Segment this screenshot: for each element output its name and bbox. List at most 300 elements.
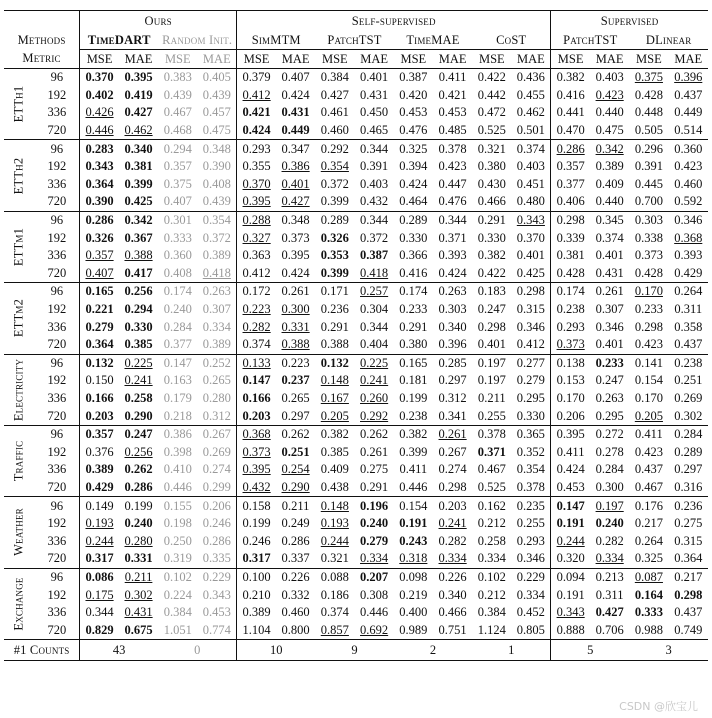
mse-cell: 0.467 xyxy=(634,479,663,494)
horizon-cell: 192 xyxy=(47,587,67,602)
mae-cell: 0.275 xyxy=(674,516,703,531)
mae-cell: 0.439 xyxy=(202,87,231,102)
mae-cell: 0.427 xyxy=(595,605,624,620)
mae-cell: 0.300 xyxy=(595,479,624,494)
mae-cell: 0.439 xyxy=(202,194,231,209)
mse-cell: 0.298 xyxy=(551,211,590,229)
mse-cell: 0.325 xyxy=(399,141,428,156)
mae-cell: 0.354 xyxy=(202,213,231,228)
mse-cell: 0.172 xyxy=(237,283,276,301)
mse-cell: 0.333 xyxy=(163,230,192,245)
mae-cell: 0.340 xyxy=(438,587,467,602)
mae-cell: 0.286 xyxy=(202,533,231,548)
mse-cell: 0.376 xyxy=(80,443,119,461)
mse-cell: 0.370 xyxy=(80,69,119,87)
mse-cell: 0.373 xyxy=(634,248,663,263)
mae-cell: 0.343 xyxy=(516,213,545,228)
mae-cell: 0.256 xyxy=(124,444,153,459)
mse-cell: 0.374 xyxy=(237,336,276,354)
mae-cell: 0.257 xyxy=(360,284,389,299)
mae-cell: 0.196 xyxy=(360,498,389,513)
mae-cell: 0.312 xyxy=(438,390,467,405)
mae-cell: 0.247 xyxy=(124,427,153,442)
dataset-name xyxy=(4,69,35,140)
mse-cell: 0.186 xyxy=(320,587,349,602)
mse-cell: 0.373 xyxy=(237,443,276,461)
mse-cell: 0.286 xyxy=(551,140,590,158)
mae-cell: 0.431 xyxy=(281,105,310,120)
mae-cell: 0.284 xyxy=(674,427,703,442)
mae-cell: 0.374 xyxy=(595,230,624,245)
mae-cell: 0.262 xyxy=(281,427,310,442)
mse-cell: 0.199 xyxy=(237,515,276,533)
mse-cell: 0.442 xyxy=(477,87,506,102)
table-row xyxy=(4,372,708,390)
mse-cell: 0.372 xyxy=(320,176,349,191)
metric-mae: MAE xyxy=(124,51,153,66)
mae-cell: 0.298 xyxy=(674,587,703,602)
mse-cell: 0.412 xyxy=(237,265,276,283)
mse-cell: 0.381 xyxy=(551,247,590,265)
mse-cell: 0.326 xyxy=(320,230,349,245)
horizon-cell: 720 xyxy=(47,551,67,566)
mae-cell: 0.462 xyxy=(516,105,545,120)
mae-cell: 0.249 xyxy=(281,516,310,531)
mse-cell: 0.175 xyxy=(80,586,119,604)
mae-cell: 0.345 xyxy=(595,213,624,228)
mae-cell: 0.432 xyxy=(360,194,389,209)
mse-cell: 0.989 xyxy=(399,622,428,637)
mae-cell: 0.265 xyxy=(281,390,310,405)
mse-cell: 0.395 xyxy=(237,193,276,211)
mae-cell: 0.251 xyxy=(674,373,703,388)
mse-cell: 0.422 xyxy=(477,70,506,85)
mae-cell: 0.289 xyxy=(674,444,703,459)
model-timedart: TimeDART xyxy=(80,31,159,50)
mse-cell: 0.472 xyxy=(477,105,506,120)
mse-cell: 0.525 xyxy=(477,479,506,494)
mae-cell: 0.749 xyxy=(674,622,703,637)
mae-cell: 0.279 xyxy=(516,373,545,388)
mse-cell: 0.258 xyxy=(477,533,506,548)
table-row xyxy=(4,176,708,194)
table-row xyxy=(4,515,708,533)
mae-cell: 0.372 xyxy=(360,230,389,245)
mse-cell: 0.102 xyxy=(163,569,192,584)
mse-cell: 0.170 xyxy=(634,284,663,299)
mae-cell: 0.299 xyxy=(202,479,231,494)
mae-cell: 0.408 xyxy=(202,176,231,191)
mse-cell: 0.377 xyxy=(551,176,590,194)
mae-cell: 0.423 xyxy=(595,87,624,102)
horizon-cell: 336 xyxy=(47,176,67,191)
table-row xyxy=(4,497,708,515)
table-row xyxy=(4,229,708,247)
mae-cell: 0.332 xyxy=(281,587,310,602)
mae-cell: 0.485 xyxy=(438,123,467,138)
mae-cell: 0.229 xyxy=(202,569,231,584)
mse-cell: 0.357 xyxy=(163,159,192,174)
mse-cell: 0.211 xyxy=(478,390,506,405)
mse-cell: 0.255 xyxy=(477,408,506,423)
mae-cell: 0.294 xyxy=(124,302,153,317)
mae-cell: 0.274 xyxy=(202,462,231,477)
mae-cell: 0.275 xyxy=(360,462,389,477)
mae-cell: 0.225 xyxy=(124,355,153,370)
dataset-name xyxy=(4,568,35,639)
mse-cell: 0.088 xyxy=(320,569,349,584)
dataset-name-label: Electricity xyxy=(11,358,26,421)
mae-cell: 0.235 xyxy=(516,498,545,513)
mse-cell: 0.424 xyxy=(237,122,276,140)
mse-cell: 0.505 xyxy=(634,123,663,138)
mse-cell: 0.439 xyxy=(163,87,192,102)
mse-cell: 0.325 xyxy=(634,551,663,566)
mae-cell: 0.236 xyxy=(674,498,703,513)
metric-mae: MAE xyxy=(281,51,310,66)
mse-cell: 0.445 xyxy=(634,176,663,191)
mae-cell: 0.237 xyxy=(281,373,310,388)
mse-cell: 0.330 xyxy=(477,230,506,245)
metric-mae: MAE xyxy=(595,51,624,66)
mae-cell: 0.419 xyxy=(124,87,153,102)
mae-cell: 0.348 xyxy=(202,141,231,156)
mae-cell: 0.316 xyxy=(674,479,703,494)
mse-cell: 0.223 xyxy=(237,301,276,319)
mae-cell: 0.334 xyxy=(516,587,545,602)
mse-cell: 0.409 xyxy=(320,462,349,477)
mae-cell: 0.437 xyxy=(674,87,703,102)
mae-cell: 0.401 xyxy=(516,248,545,263)
mae-cell: 0.372 xyxy=(202,230,231,245)
horizon-cell: 96 xyxy=(50,498,64,513)
mse-cell: 0.402 xyxy=(80,87,119,105)
mse-cell: 0.203 xyxy=(237,407,276,425)
mae-cell: 0.211 xyxy=(281,498,310,513)
mse-cell: 0.149 xyxy=(80,497,119,515)
mse-cell: 0.154 xyxy=(634,373,663,388)
horizon-cell: 336 xyxy=(47,462,67,477)
mae-cell: 0.331 xyxy=(281,319,310,334)
dataset-name-label: ETTm1 xyxy=(11,227,26,267)
mae-cell: 0.431 xyxy=(595,265,624,280)
mae-cell: 0.706 xyxy=(595,622,624,637)
mae-cell: 0.240 xyxy=(595,516,624,531)
mae-cell: 0.264 xyxy=(674,284,703,299)
mse-cell: 0.857 xyxy=(320,622,349,637)
table-row xyxy=(4,568,708,586)
mae-cell: 0.378 xyxy=(438,141,467,156)
mse-cell: 0.448 xyxy=(634,105,663,120)
mae-cell: 0.334 xyxy=(360,551,389,566)
table-row xyxy=(4,621,708,639)
mae-cell: 0.395 xyxy=(281,248,310,263)
mse-cell: 0.100 xyxy=(237,568,276,586)
mae-cell: 0.304 xyxy=(360,302,389,317)
count-cell: 9 xyxy=(351,642,358,657)
results-table xyxy=(4,10,708,661)
mse-cell: 0.375 xyxy=(163,176,192,191)
count-cell: 43 xyxy=(80,640,159,661)
dataset-name-label: Traffic xyxy=(11,440,26,482)
mse-cell: 0.382 xyxy=(399,427,428,442)
mse-cell: 0.461 xyxy=(320,105,349,120)
mae-cell: 0.409 xyxy=(595,176,624,191)
metric-mse: MSE xyxy=(321,51,348,66)
mae-cell: 0.277 xyxy=(516,355,545,370)
mae-cell: 0.254 xyxy=(281,462,310,477)
mae-cell: 0.303 xyxy=(438,302,467,317)
mse-cell: 0.399 xyxy=(320,265,349,280)
mae-cell: 0.285 xyxy=(438,355,467,370)
mse-cell: 0.438 xyxy=(320,479,349,494)
mae-cell: 0.292 xyxy=(360,408,389,423)
mae-cell: 0.346 xyxy=(595,319,624,334)
horizon-cell: 720 xyxy=(47,194,67,209)
dataset-name-label: Exchange xyxy=(11,577,26,631)
mse-cell: 0.411 xyxy=(551,443,590,461)
mae-cell: 0.405 xyxy=(202,70,231,85)
mae-cell: 0.592 xyxy=(674,194,703,209)
mae-cell: 0.267 xyxy=(438,444,467,459)
metric-mae: MAE xyxy=(674,51,703,66)
mae-cell: 0.262 xyxy=(360,427,389,442)
mse-cell: 0.205 xyxy=(634,408,663,423)
table-row xyxy=(4,461,708,479)
mae-cell: 0.290 xyxy=(281,479,310,494)
mse-cell: 0.148 xyxy=(320,498,349,513)
mse-cell: 0.411 xyxy=(399,462,428,477)
mse-cell: 0.423 xyxy=(634,444,663,459)
mae-cell: 0.258 xyxy=(124,390,153,405)
mae-cell: 0.284 xyxy=(595,462,624,477)
mse-cell: 0.370 xyxy=(237,176,276,194)
mse-cell: 0.087 xyxy=(634,569,663,584)
mse-cell: 0.164 xyxy=(634,587,663,602)
mse-cell: 0.338 xyxy=(634,230,663,245)
mse-cell: 0.384 xyxy=(163,605,192,620)
mae-cell: 0.501 xyxy=(516,123,545,138)
count-cell: 0 xyxy=(194,642,201,657)
mse-cell: 0.174 xyxy=(399,284,428,299)
mae-cell: 0.269 xyxy=(202,444,231,459)
mae-cell: 0.343 xyxy=(202,587,231,602)
dataset-name-label: ETTm2 xyxy=(11,299,26,338)
horizon-cell: 336 xyxy=(47,390,67,405)
mae-cell: 0.450 xyxy=(360,105,389,120)
horizon-cell: 720 xyxy=(47,265,67,280)
mae-cell: 0.217 xyxy=(674,569,703,584)
mae-cell: 0.417 xyxy=(124,265,153,280)
mae-cell: 0.365 xyxy=(516,427,545,442)
mae-cell: 0.367 xyxy=(124,230,153,245)
mae-cell: 0.431 xyxy=(124,605,153,620)
mse-cell: 0.154 xyxy=(399,498,428,513)
mae-cell: 0.440 xyxy=(595,105,624,120)
mse-cell: 0.390 xyxy=(80,193,119,211)
mse-cell: 0.373 xyxy=(551,336,590,354)
mae-cell: 0.330 xyxy=(516,408,545,423)
mse-cell: 1.104 xyxy=(237,621,276,639)
mse-cell: 0.165 xyxy=(399,355,428,370)
mae-cell: 0.265 xyxy=(202,373,231,388)
mae-cell: 0.251 xyxy=(281,444,310,459)
mse-cell: 0.467 xyxy=(163,105,192,120)
mse-cell: 0.410 xyxy=(163,462,192,477)
mse-cell: 0.421 xyxy=(237,104,276,122)
watermark: CSDN @欣宝儿 xyxy=(619,700,698,713)
table-row xyxy=(4,318,708,336)
mae-cell: 0.412 xyxy=(516,337,545,352)
mae-cell: 0.312 xyxy=(202,408,231,423)
mae-cell: 0.247 xyxy=(595,373,624,388)
mse-cell: 0.446 xyxy=(399,479,428,494)
count-cell: 1 xyxy=(508,642,515,657)
mae-cell: 0.393 xyxy=(674,248,703,263)
mae-cell: 0.295 xyxy=(595,408,624,423)
mse-cell: 0.174 xyxy=(163,284,192,299)
mse-cell: 1.051 xyxy=(163,622,192,637)
mae-cell: 0.241 xyxy=(360,373,389,388)
mse-cell: 0.428 xyxy=(634,265,663,280)
mse-cell: 0.247 xyxy=(477,302,506,317)
mse-cell: 0.400 xyxy=(399,605,428,620)
mse-cell: 0.389 xyxy=(237,604,276,622)
mse-cell: 0.353 xyxy=(320,248,349,263)
dataset-name-label: ETTh2 xyxy=(11,157,26,194)
metric-mse: MSE xyxy=(636,51,662,66)
mae-cell: 0.206 xyxy=(202,498,231,513)
mse-cell: 0.301 xyxy=(163,213,192,228)
mse-cell: 0.437 xyxy=(634,462,663,477)
mae-cell: 0.298 xyxy=(438,479,467,494)
mae-cell: 0.446 xyxy=(360,605,389,620)
mse-cell: 0.388 xyxy=(320,337,349,352)
mae-cell: 0.800 xyxy=(281,622,310,637)
dataset-name xyxy=(4,140,35,211)
dataset-name xyxy=(4,211,35,282)
mae-cell: 0.360 xyxy=(674,141,703,156)
mae-cell: 0.381 xyxy=(124,159,153,174)
mae-cell: 0.229 xyxy=(516,569,545,584)
mae-cell: 0.347 xyxy=(281,141,310,156)
mae-cell: 0.455 xyxy=(516,87,545,102)
mae-cell: 0.344 xyxy=(360,141,389,156)
mae-cell: 0.411 xyxy=(438,70,467,85)
mae-cell: 0.311 xyxy=(674,302,703,317)
mse-cell: 0.384 xyxy=(320,70,349,85)
mse-cell: 0.221 xyxy=(80,301,119,319)
table-row xyxy=(4,69,708,87)
mae-cell: 0.315 xyxy=(516,302,545,317)
mse-cell: 0.167 xyxy=(320,390,349,405)
mae-cell: 0.514 xyxy=(674,123,703,138)
mse-cell: 0.407 xyxy=(80,265,119,283)
header-empty xyxy=(4,11,80,32)
mae-cell: 0.300 xyxy=(281,302,310,317)
mae-cell: 0.340 xyxy=(124,141,153,156)
mse-cell: 0.320 xyxy=(551,550,590,568)
mse-cell: 0.244 xyxy=(551,532,590,550)
horizon-cell: 336 xyxy=(47,319,67,334)
mse-cell: 0.224 xyxy=(163,587,192,602)
mae-cell: 0.373 xyxy=(281,230,310,245)
mse-cell: 0.132 xyxy=(320,355,349,370)
count-cell: 2 xyxy=(429,642,437,657)
mse-cell: 0.355 xyxy=(237,158,276,176)
mae-cell: 0.352 xyxy=(516,444,545,459)
mae-cell: 0.307 xyxy=(202,302,231,317)
mae-cell: 0.233 xyxy=(595,355,624,370)
mse-cell: 0.360 xyxy=(163,248,192,263)
mse-cell: 0.203 xyxy=(80,407,119,425)
mae-cell: 0.290 xyxy=(124,408,153,423)
table-row xyxy=(4,301,708,319)
mae-cell: 0.431 xyxy=(360,87,389,102)
mae-cell: 0.348 xyxy=(281,213,310,228)
mse-cell: 0.183 xyxy=(477,284,506,299)
mse-cell: 0.382 xyxy=(477,248,506,263)
mae-cell: 0.427 xyxy=(281,194,310,209)
metric-mae: MAE xyxy=(202,51,231,66)
mae-cell: 0.226 xyxy=(438,569,467,584)
mse-cell: 0.446 xyxy=(163,479,192,494)
mae-cell: 0.404 xyxy=(360,337,389,352)
metric-mse: MSE xyxy=(80,50,119,69)
mae-cell: 0.401 xyxy=(595,248,624,263)
mse-cell: 0.210 xyxy=(237,586,276,604)
mse-cell: 0.382 xyxy=(551,69,590,87)
mse-cell: 0.147 xyxy=(163,355,192,370)
dataset-name-label: ETTh1 xyxy=(11,85,26,123)
table-row xyxy=(4,193,708,211)
mse-cell: 0.339 xyxy=(551,229,590,247)
mae-cell: 0.241 xyxy=(124,373,153,388)
mse-cell: 0.141 xyxy=(634,355,663,370)
mse-cell: 0.464 xyxy=(399,194,428,209)
horizon-cell: 336 xyxy=(47,533,67,548)
mae-cell: 0.269 xyxy=(674,390,703,405)
mse-cell: 0.212 xyxy=(477,587,506,602)
mse-cell: 0.354 xyxy=(320,159,349,174)
mae-cell: 0.371 xyxy=(438,230,467,245)
horizon-cell: 96 xyxy=(50,141,64,156)
mse-cell: 0.133 xyxy=(237,354,276,372)
horizon-cell: 96 xyxy=(50,427,64,442)
mae-cell: 0.429 xyxy=(674,265,703,280)
mse-cell: 0.153 xyxy=(551,372,590,390)
mae-cell: 0.425 xyxy=(516,265,545,280)
mse-cell: 0.368 xyxy=(237,425,276,443)
table-row xyxy=(4,550,708,568)
mae-cell: 0.451 xyxy=(516,176,545,191)
mae-cell: 0.675 xyxy=(124,622,153,637)
mae-cell: 0.476 xyxy=(438,194,467,209)
horizon-cell: 192 xyxy=(47,373,67,388)
mae-cell: 0.462 xyxy=(124,123,153,138)
mse-cell: 0.098 xyxy=(399,569,428,584)
mse-cell: 0.394 xyxy=(399,159,428,174)
horizon-cell: 96 xyxy=(50,569,64,584)
mse-cell: 0.291 xyxy=(477,213,506,228)
table-row xyxy=(4,479,708,497)
mse-cell: 0.334 xyxy=(477,551,506,566)
mae-cell: 0.475 xyxy=(595,123,624,138)
mae-cell: 0.460 xyxy=(281,605,310,620)
count-cell: 3 xyxy=(665,642,672,657)
mse-cell: 0.424 xyxy=(399,176,428,191)
mse-cell: 0.197 xyxy=(477,355,506,370)
